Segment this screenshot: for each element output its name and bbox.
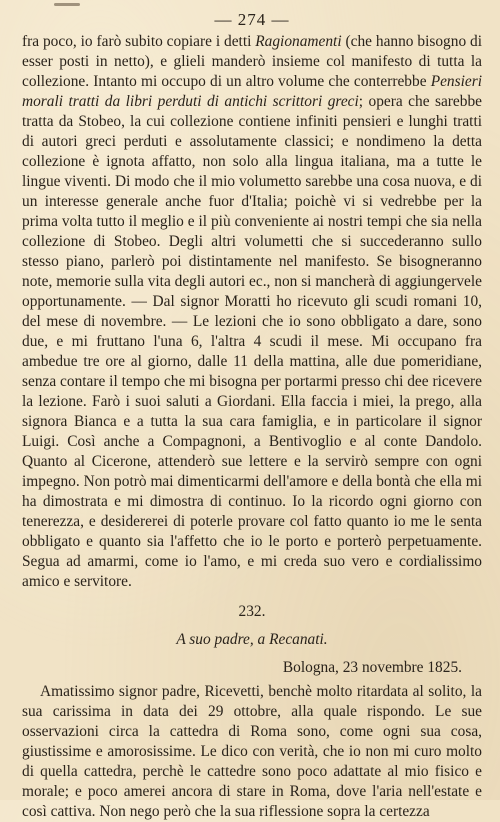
text-segment: fra poco, io farò subito copiare i detti xyxy=(22,33,256,50)
letter-recipient: A suo padre, a Recanati. xyxy=(176,631,328,648)
letter-232-body: Amatissimo signor padre, Ricevetti, benchè molto ritardata al solito, la sua carissima in data dei 29 ottobre, alla quale rispondo. Le sue osservazioni circa la cattedra di Roma sono, come ogni sua cosa, giustissime e amorosissime. Le dico con verità, che io non mi curo molto di quella cattedra, perchè le cattedre sono poco adattate al mio fisico e morale; e poco amerei ancora di stare in Roma, dove l'aria nell'estate e così cattiva. Non nego però che la sua riflessione sopra la certezza xyxy=(22,683,482,820)
italic-title-pensieri: Pensieri morali tratti da libri perduti di antichi scrittori greci xyxy=(22,73,482,110)
text-segment: (che hanno bisogno di esser posti in netto), e glieli manderò insieme col manifesto di tutta la collezione. Intanto mi occupo di un altro volume che conterrebbe xyxy=(22,33,482,90)
book-page xyxy=(22,10,482,822)
print-speck xyxy=(54,3,80,6)
page-number: — 274 — xyxy=(214,10,290,29)
text-segment: ; opera che sarebbe tratta da Stobeo, la cui collezione contiene infiniti pensieri e lunghi tratti di autori greci perduti e assolutamente classici; e nondimeno la detta collezione è ignota affatto, non solo alla lingua italiana, ma a tutte le lingue viventi. Di modo che il mio volumetto sarebbe una cosa nuova, e di un interesse generale anche fuor d'Italia; poichè vi si vedrebbe per la prima volta tutto il meglio e il più conveniente ai nostri tempi che sia nella collezione di Stobeo. Degli altri volumetti che si succederanno sullo stesso piano, parlerò poi distintamente nel manifesto. Se bisogneranno note, memorie sulla vita degli autori ec., non si mancherà di aggiungervele opportunamente. — Dal signor Moratti ho ricevuto gli scudi romani 10, del mese di novembre. — Le lezioni che io sono obbligato a dare, sono due, e mi fruttano l'una 6, l'altra 4 scudi il mese. Mi occupano fra ambedue tre ore al giorno, dalle 11 della mattina, alle due pomeridiane, senza contare il tempo che mi bisogna per portarmi presso chi dee ricevere la lezione. Farò i suoi saluti a Giordani. Ella faccia i miei, la prego, alla signora Bianca e a tutta la sua cara famiglia, e in particolare il signor Luigi. Così anche a Compagnoni, a Bentivoglio e al conte Dandolo. Quanto al Cicerone, attenderò sue lettere e la servirò sempre con ogni impegno. Non potrò mai dimenticarmi dell'amore e della bontà che ella mi ha dimostrata e mi dimostra di continuo. Io la ricordo ogni giorno con tenerezza, e desidererei di poterle provare col fatto quanto io me le senta obbligato e quanto sia l'affetto che io le porto e porterò perpetuamente. Segua ad amarmi, come io l'amo, e mi creda suo vero e cordialissimo amico e servitore. xyxy=(22,93,482,590)
letter-dateline: Bologna, 23 novembre 1825. xyxy=(282,659,462,676)
italic-title-ragionamenti: Ragionamenti xyxy=(255,33,342,50)
letter-number: 232. xyxy=(238,603,266,620)
letter-231-continuation xyxy=(22,32,482,592)
